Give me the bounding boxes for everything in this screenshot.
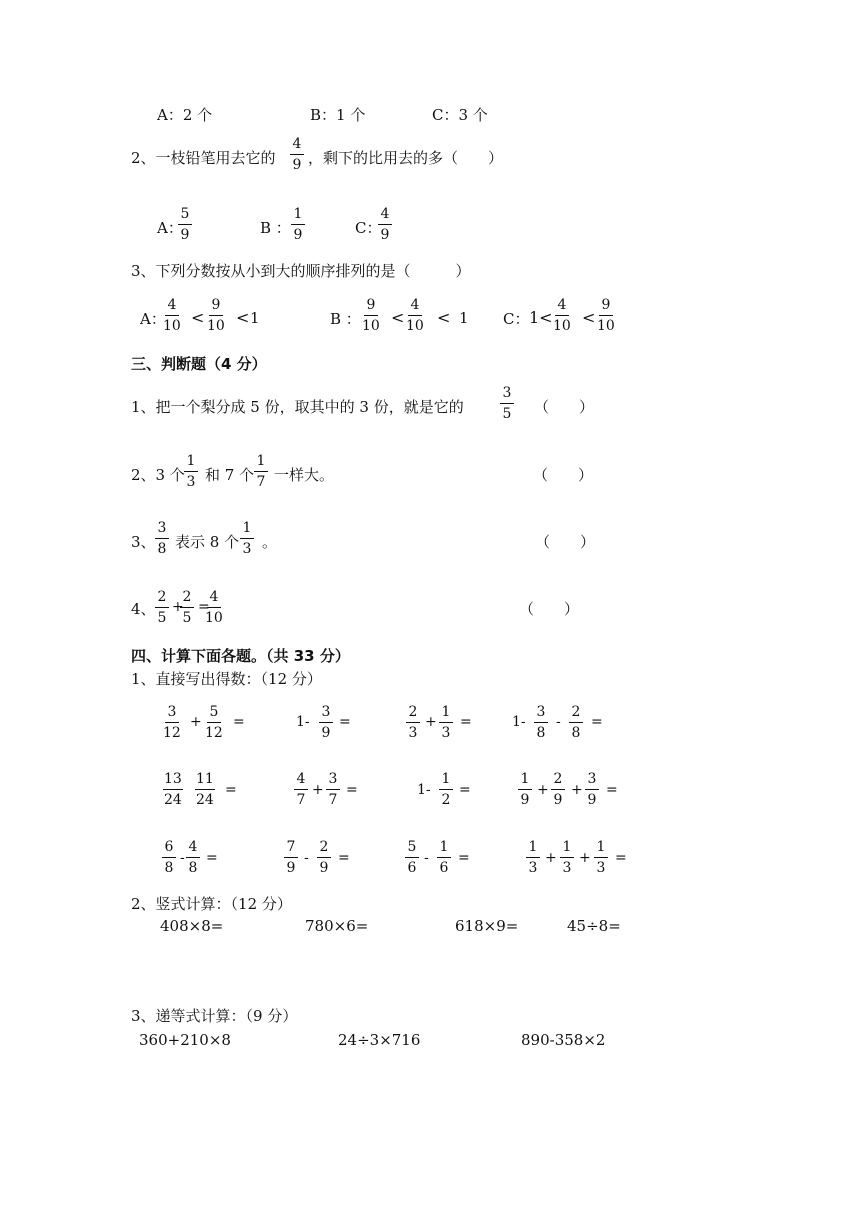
fraction: $\frac{4}{9}$ [378,207,392,242]
judge-4-text: 4、 [131,600,156,618]
judge-1-text: 1、把一个梨分成 5 份，取其中的 3 份，就是它的 [131,398,464,416]
judge-2-text: 和 7 个 [205,466,255,484]
equals: = [198,599,210,615]
fraction: $\frac{3}{7}$ [326,772,340,807]
answer-parentheses[interactable]: （ ） [535,533,596,551]
vertical-problem: 618×9= [455,917,519,935]
minus: - [556,714,561,730]
fraction: $\frac{5}{12}$ [205,704,223,741]
plus: + [545,850,557,866]
fraction: $\frac{1}{3}$ [560,840,574,875]
fraction: $\frac{2}{5}$ [180,590,194,625]
subsection-1-title: 1、直接写出得数：（12 分） [131,670,322,688]
q3-option-a-label: A： [140,310,166,328]
option-b: B：1 个 [310,106,366,124]
vertical-problem: 408×8= [160,917,224,935]
fraction: $\frac{3}{12}$ [163,704,181,741]
fraction: $\frac{3}{9}$ [319,705,333,740]
equals: = [606,782,618,798]
fraction: $\frac{2}{3}$ [406,705,420,740]
fraction: $\frac{5}{6}$ [405,840,419,875]
stepwise-problem: 24÷3×716 [338,1031,421,1049]
fraction: $\frac{7}{9}$ [284,840,298,875]
fraction: $\frac{5}{9}$ [178,207,192,242]
plus: + [571,782,583,798]
fraction: $\frac{4}{10}$ [205,589,223,626]
equals: = [346,782,358,798]
plus: + [579,850,591,866]
option-a: A：2 个 [157,106,213,124]
equals: = [459,782,471,798]
fraction: $\frac{1}{9}$ [518,772,532,807]
one-minus: 1- [417,782,431,798]
equals: = [339,714,351,730]
plus: + [172,599,184,615]
q2-option-a-label: A： [157,219,183,237]
equals: = [233,714,245,730]
judge-3-text: 。 [262,533,278,551]
equals: = [338,850,350,866]
judge-3-text: 3、 [131,533,156,551]
less-than: < [191,308,205,327]
number: 1 [459,309,469,327]
less-than: < [236,308,250,327]
minus: - [424,850,429,866]
fraction: $\frac{2}{8}$ [569,705,583,740]
one-minus: 1- [512,714,526,730]
fraction: $\frac{1}{3}$ [526,840,540,875]
fraction: $\frac{1}{9}$ [291,207,305,242]
section-3-title: 三、判断题（4 分） [131,355,267,373]
answer-parentheses[interactable]: （ ） [519,600,580,618]
question-2-text: 2、一枝铅笔用去它的 [131,149,276,167]
q2-option-c-label: C： [355,219,382,237]
one-minus: 1- [296,714,310,730]
fraction: $\frac{1}{3}$ [184,454,198,489]
section-4-title: 四、计算下面各题。（共 33 分） [131,647,350,665]
less-than: < [582,308,596,327]
plus: + [312,782,324,798]
fraction: $\frac{1}{3}$ [594,840,608,875]
fraction: $\frac{9}{10}$ [597,297,615,334]
equals: = [206,850,218,866]
fraction: $\frac{4}{10}$ [163,297,181,334]
equals: = [460,714,472,730]
question-3-text: 3、下列分数按从小到大的顺序排列的是（ ） [131,262,471,280]
number: 1< [529,308,553,327]
equals: = [591,714,603,730]
fraction: $\frac{3}{8}$ [155,521,169,556]
plus: + [537,782,549,798]
minus: - [304,850,309,866]
question-2-tail: ，剩下的比用去的多（ ） [308,149,504,167]
fraction: $\frac{2}{9}$ [317,840,331,875]
q3-option-b-label: B ： [330,310,361,328]
vertical-problem: 45÷8= [567,917,621,935]
plus: + [190,714,202,730]
fraction: $\frac{1}{3}$ [240,521,254,556]
fraction: $\frac{4}{9}$ [290,137,304,172]
fraction: $\frac{3}{8}$ [534,705,548,740]
number: 1 [250,309,260,327]
stepwise-problem: 890-358×2 [521,1031,606,1049]
stepwise-problem: 360+210×8 [139,1031,231,1049]
fraction: $\frac{4}{10}$ [553,297,571,334]
judge-2-text: 2、3 个 [131,466,185,484]
fraction: $\frac{11}{24}$ [196,771,214,808]
fraction: $\frac{9}{10}$ [362,297,380,334]
equals: = [458,850,470,866]
judge-2-text: 一样大。 [274,466,335,484]
answer-parentheses[interactable]: （ ） [534,398,595,416]
less-than: < [437,308,451,327]
fraction: $\frac{13}{24}$ [164,771,182,808]
answer-parentheses[interactable]: （ ） [533,466,594,484]
fraction: $\frac{2}{9}$ [551,772,565,807]
vertical-problem: 780×6= [305,917,369,935]
minus: - [180,850,185,866]
plus: + [425,714,437,730]
judge-3-text: 表示 8 个 [175,533,240,551]
fraction: $\frac{1}{2}$ [439,772,453,807]
fraction: $\frac{4}{7}$ [294,772,308,807]
equals: = [615,850,627,866]
equals: = [225,782,237,798]
fraction: $\frac{2}{5}$ [155,590,169,625]
fraction: $\frac{9}{10}$ [207,297,225,334]
fraction: $\frac{3}{5}$ [500,386,514,421]
fraction: $\frac{4}{10}$ [406,297,424,334]
subsection-2-title: 2、竖式计算：（12 分） [131,895,292,913]
fraction: $\frac{3}{9}$ [585,772,599,807]
less-than: < [391,308,405,327]
q2-option-b-label: B ： [260,219,291,237]
subsection-3-title: 3、递等式计算：（9 分） [131,1007,298,1025]
fraction: $\frac{4}{8}$ [186,840,200,875]
option-c: C：3 个 [432,106,488,124]
fraction: $\frac{1}{3}$ [439,705,453,740]
q3-option-c-label: C： [503,310,530,328]
fraction: $\frac{1}{7}$ [254,454,268,489]
fraction: $\frac{6}{8}$ [162,840,176,875]
fraction: $\frac{1}{6}$ [437,840,451,875]
